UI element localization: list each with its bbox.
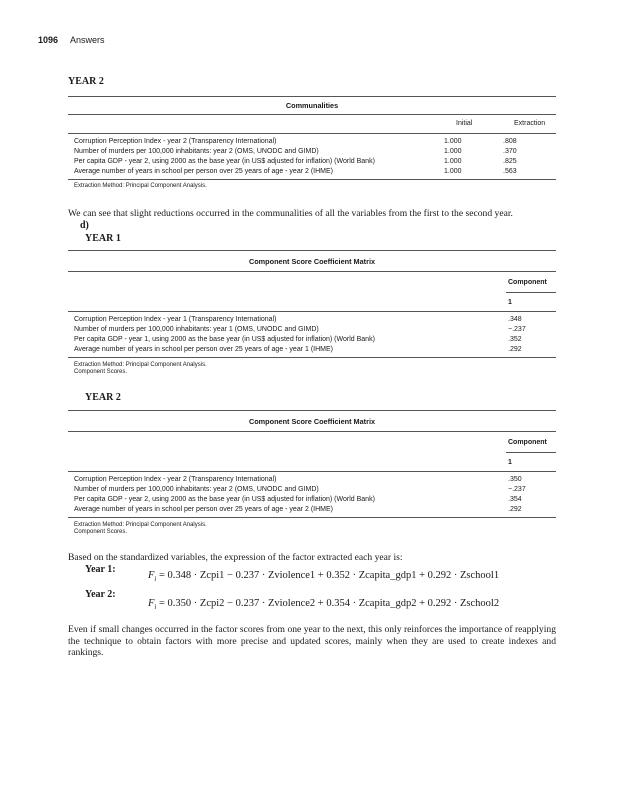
table-row: Number of murders per 100,000 inhabitants: year 2 (OMS, UNODC and GIMD) 1.000 .370 <box>74 148 517 155</box>
score-matrix-year2 <box>68 410 556 536</box>
component-number: 1 <box>508 459 512 466</box>
component-number: 1 <box>508 299 512 306</box>
score-matrix-title: Component Score Coefficient Matrix <box>248 417 376 426</box>
component-label: Component <box>508 279 547 286</box>
year2-heading: YEAR 2 <box>68 76 104 87</box>
component-header <box>68 438 556 449</box>
table-note: Extraction Method: Principal Component Analysis. <box>74 522 207 528</box>
table-row: Average number of years in school per person over 25 years of age - year 1 (IHME) .292 <box>74 346 522 353</box>
communalities-header-row <box>68 119 556 131</box>
communalities-table <box>68 96 556 190</box>
table-note: Component Scores. <box>74 529 128 535</box>
communalities-title: Communalities <box>285 101 339 110</box>
running-head <box>38 35 105 45</box>
equation-year2: $F_i = 0.350$ · Zcpi2 − 0.237 · Zviolence2 + 0.354 · Zcapita_gdp2 + 0.292 · Zschool2 <box>148 598 500 612</box>
section-title: Answers <box>70 35 105 45</box>
col-extraction: Extraction <box>514 120 546 127</box>
year2-heading: YEAR 2 <box>85 392 121 403</box>
year1-heading: YEAR 1 <box>85 233 121 244</box>
score-matrix-title: Component Score Coefficient Matrix <box>248 257 376 266</box>
equation-label: Year 1: <box>85 564 116 575</box>
table-row: Number of murders per 100,000 inhabitants: year 1 (OMS, UNODC and GIMD) −.237 <box>74 326 526 333</box>
component-number-row <box>68 458 556 469</box>
table-note: Component Scores. <box>74 369 128 375</box>
table-note: Extraction Method: Principal Component Analysis. <box>74 183 207 189</box>
component-label: Component <box>508 439 547 446</box>
body-paragraph: Based on the standardized variables, the expression of the factor extracted each year is: <box>68 552 403 563</box>
part-label: d) <box>80 220 89 231</box>
component-number-row <box>68 298 556 309</box>
table-row: Per capita GDP - year 1, using 2000 as the base year (in US$ adjusted for inflation) (World Bank) .352 <box>74 336 522 343</box>
page-number: 1096 <box>38 35 59 45</box>
table-row: Corruption Perception Index - year 1 (Transparency International) .348 <box>74 316 522 323</box>
body-paragraph: Even if small changes occurred in the factor scores from one year to the next, this only reinforces the importance of reapplying the technique to obtain factors with more precise and updated scores, mainly when they are used to create indexes and rankings. <box>68 624 556 658</box>
table-row: Number of murders per 100,000 inhabitants: year 2 (OMS, UNODC and GIMD) −.237 <box>74 486 526 493</box>
table-row: Per capita GDP - year 2, using 2000 as the base year (in US$ adjusted for inflation) (World Bank) 1.000 .825 <box>74 158 517 165</box>
equation-year1: $F_i = 0.348$ · Zcpi1 − 0.237 · Zviolence1 + 0.352 · Zcapita_gdp1 + 0.292 · Zschool1 <box>148 570 500 584</box>
table-row: Corruption Perception Index - year 2 (Transparency International) 1.000 .808 <box>74 138 517 145</box>
table-note: Extraction Method: Principal Component Analysis. <box>74 362 207 368</box>
table-row: Per capita GDP - year 2, using 2000 as the base year (in US$ adjusted for inflation) (World Bank) .354 <box>74 496 522 503</box>
table-row: Average number of years in school per person over 25 years of age - year 2 (IHME) 1.000 .563 <box>74 168 517 175</box>
table-row: Corruption Perception Index - year 2 (Transparency International) .350 <box>74 476 522 483</box>
body-paragraph: We can see that slight reductions occurred in the communalities of all the variables from the first to the second year. <box>68 208 513 219</box>
score-matrix-year1 <box>68 250 556 376</box>
component-header <box>68 278 556 289</box>
equation-label: Year 2: <box>85 589 116 600</box>
col-initial: Initial <box>456 120 473 127</box>
table-row: Average number of years in school per person over 25 years of age - year 2 (IHME) .292 <box>74 506 522 513</box>
